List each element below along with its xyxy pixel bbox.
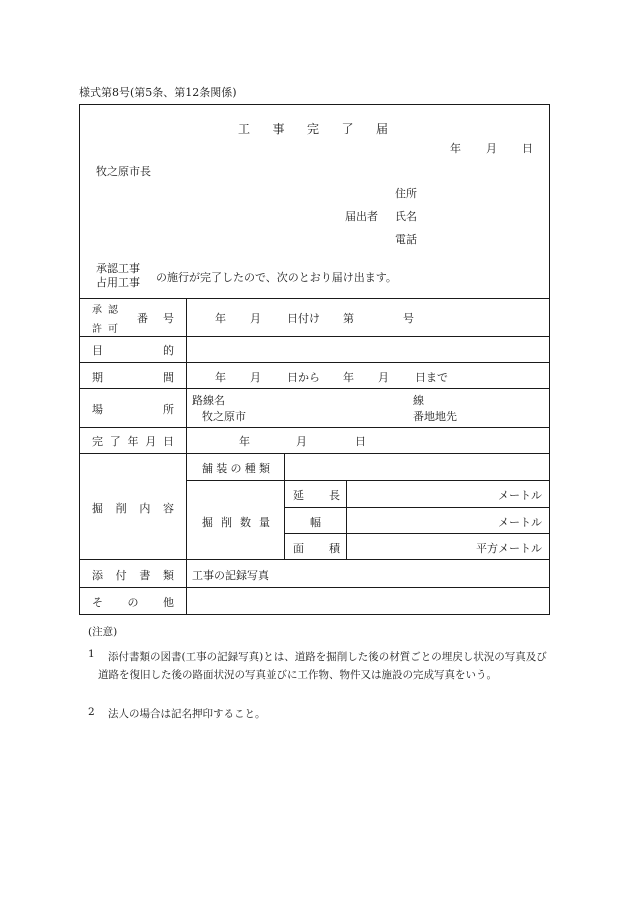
divider (79, 453, 550, 454)
label-char: 完 (92, 435, 103, 448)
divider (79, 388, 550, 389)
label-char: 削 (115, 502, 127, 515)
permit-label-license (92, 320, 118, 335)
place-label (92, 401, 174, 417)
label-char: 他 (163, 596, 174, 609)
note-number: 1 (88, 648, 95, 660)
divider (284, 507, 550, 508)
form-number: 様式第8号(第5条、第12条関係) (79, 86, 237, 99)
area-unit[interactable]: 平方メートル (476, 542, 542, 555)
place-lot-suffix: 番地地先 (413, 410, 457, 423)
permit-value-month[interactable]: 月 (250, 312, 261, 325)
permit-label-approval (92, 301, 118, 316)
permit-value-year[interactable]: 年 (215, 312, 226, 325)
divider (79, 427, 550, 428)
width-unit[interactable]: メートル (498, 516, 542, 529)
date-month: 月 (486, 142, 497, 155)
label-char: 了 (109, 435, 121, 448)
label-char: 日 (163, 435, 174, 448)
label-char: 添 (92, 569, 103, 582)
date-year: 年 (450, 142, 461, 155)
period-to-day[interactable]: 日まで (415, 371, 448, 384)
pavement-type-field[interactable] (286, 455, 548, 478)
label-char: 書 (139, 569, 151, 582)
note-number: 2 (88, 706, 95, 718)
label-char: 舗 (202, 462, 213, 475)
other-value-field[interactable] (188, 589, 548, 613)
divider (284, 533, 550, 534)
permit-value-day[interactable]: 日付け (287, 312, 320, 325)
applicant-field-name[interactable]: 氏名 (395, 210, 417, 223)
permit-value-no-suffix[interactable]: 号 (403, 312, 414, 325)
label-char: 期 (92, 371, 103, 384)
title-char: 事 (272, 122, 285, 136)
applicant-field-address[interactable]: 住所 (395, 187, 417, 200)
purpose-label (92, 342, 174, 358)
label-char: 内 (139, 502, 151, 515)
title-char: 届 (375, 122, 388, 136)
place-line-suffix: 線 (413, 394, 424, 407)
title-char: 工 (238, 122, 251, 136)
label-char: 番 (137, 312, 148, 325)
length-label (293, 487, 340, 503)
attachments-value: 工事の記録写真 (192, 569, 269, 582)
period-to-month[interactable]: 月 (378, 371, 389, 384)
divider (79, 587, 550, 588)
work-type-occupancy[interactable]: 占用工事 (96, 276, 140, 289)
notes-heading: (注意) (88, 626, 118, 638)
label-char: 類 (259, 462, 270, 475)
divider (186, 480, 550, 481)
divider (79, 336, 550, 337)
label-char: 付 (115, 569, 127, 582)
completion-year[interactable]: 年 (239, 435, 250, 448)
label-char: 長 (329, 489, 340, 502)
applicant-field-phone[interactable]: 電話 (395, 233, 417, 246)
permit-value-no-prefix[interactable]: 第 (343, 312, 354, 325)
completion-day[interactable]: 日 (355, 435, 366, 448)
completion-statement: の施行が完了したので、次のとおり届け出ます。 (156, 271, 397, 284)
label-char: の (127, 596, 139, 609)
submission-date[interactable] (450, 140, 533, 156)
label-char: 認 (108, 305, 118, 316)
purpose-value-field[interactable] (188, 338, 548, 360)
column-divider (284, 453, 285, 559)
pavement-type-label (202, 460, 270, 476)
applicant-group-label: 届出者 (345, 210, 378, 223)
period-from-year[interactable]: 年 (215, 371, 226, 384)
date-day: 日 (522, 142, 533, 155)
completion-date-label (92, 433, 174, 449)
other-label (92, 594, 174, 610)
work-type-approved[interactable]: 承認工事 (96, 262, 140, 275)
label-char: 掘 (202, 516, 213, 529)
period-from-day[interactable]: 日から (287, 371, 320, 384)
column-divider (186, 298, 187, 614)
label-char: 数 (240, 516, 251, 529)
label-char: 所 (163, 403, 174, 416)
label-char: 掘 (92, 502, 103, 515)
label-char: 月 (145, 435, 157, 448)
label-char: 積 (329, 542, 340, 555)
label-char: そ (92, 596, 103, 609)
divider (79, 298, 550, 299)
title-char: 完 (306, 122, 319, 136)
column-divider (346, 480, 347, 559)
label-char: 目 (92, 344, 103, 357)
area-label (293, 540, 340, 556)
label-char: 種 (244, 462, 256, 475)
label-char: 許 (92, 324, 102, 335)
addressee: 牧之原市長 (96, 165, 151, 178)
label-char: 場 (92, 403, 103, 416)
label-char: 類 (162, 569, 174, 582)
label-char: 延 (293, 489, 304, 502)
label-char: 間 (163, 371, 174, 384)
form-title (238, 120, 388, 137)
label-char: 可 (108, 324, 118, 335)
label-char: 承 (92, 305, 102, 316)
label-char: 面 (293, 542, 304, 555)
divider (79, 559, 550, 560)
label-char: 削 (221, 516, 232, 529)
label-char: 年 (127, 435, 139, 448)
label-char: 量 (259, 516, 270, 529)
note-item: 添付書類の図書(工事の記録写真)とは、道路を掘削した後の材質ごとの埋戻し状況の写真及び道路を復旧した後の路面状況の写真並びに工作物、物件又は施設の完成写真をいう。 (98, 651, 547, 681)
place-route-name[interactable]: 路線名 (192, 394, 225, 407)
label-char: 号 (163, 312, 174, 325)
attachments-label (92, 567, 174, 583)
note-item: 法人の場合は記名押印すること。 (108, 708, 266, 720)
label-char: 容 (162, 502, 174, 515)
period-label (92, 369, 174, 385)
length-unit[interactable]: メートル (498, 489, 542, 502)
divider (79, 362, 550, 363)
completion-month[interactable]: 月 (296, 435, 307, 448)
permit-label-number (137, 310, 174, 326)
width-label: 幅 (310, 516, 321, 529)
period-from-month[interactable]: 月 (250, 371, 261, 384)
label-char: 的 (163, 344, 174, 357)
label-char: 装 (216, 462, 228, 475)
place-city: 牧之原市 (202, 410, 246, 423)
excavation-quantity-label (202, 514, 270, 530)
excavation-label (92, 500, 174, 516)
label-char: の (230, 462, 242, 475)
title-char: 了 (341, 122, 354, 136)
period-to-year[interactable]: 年 (343, 371, 354, 384)
